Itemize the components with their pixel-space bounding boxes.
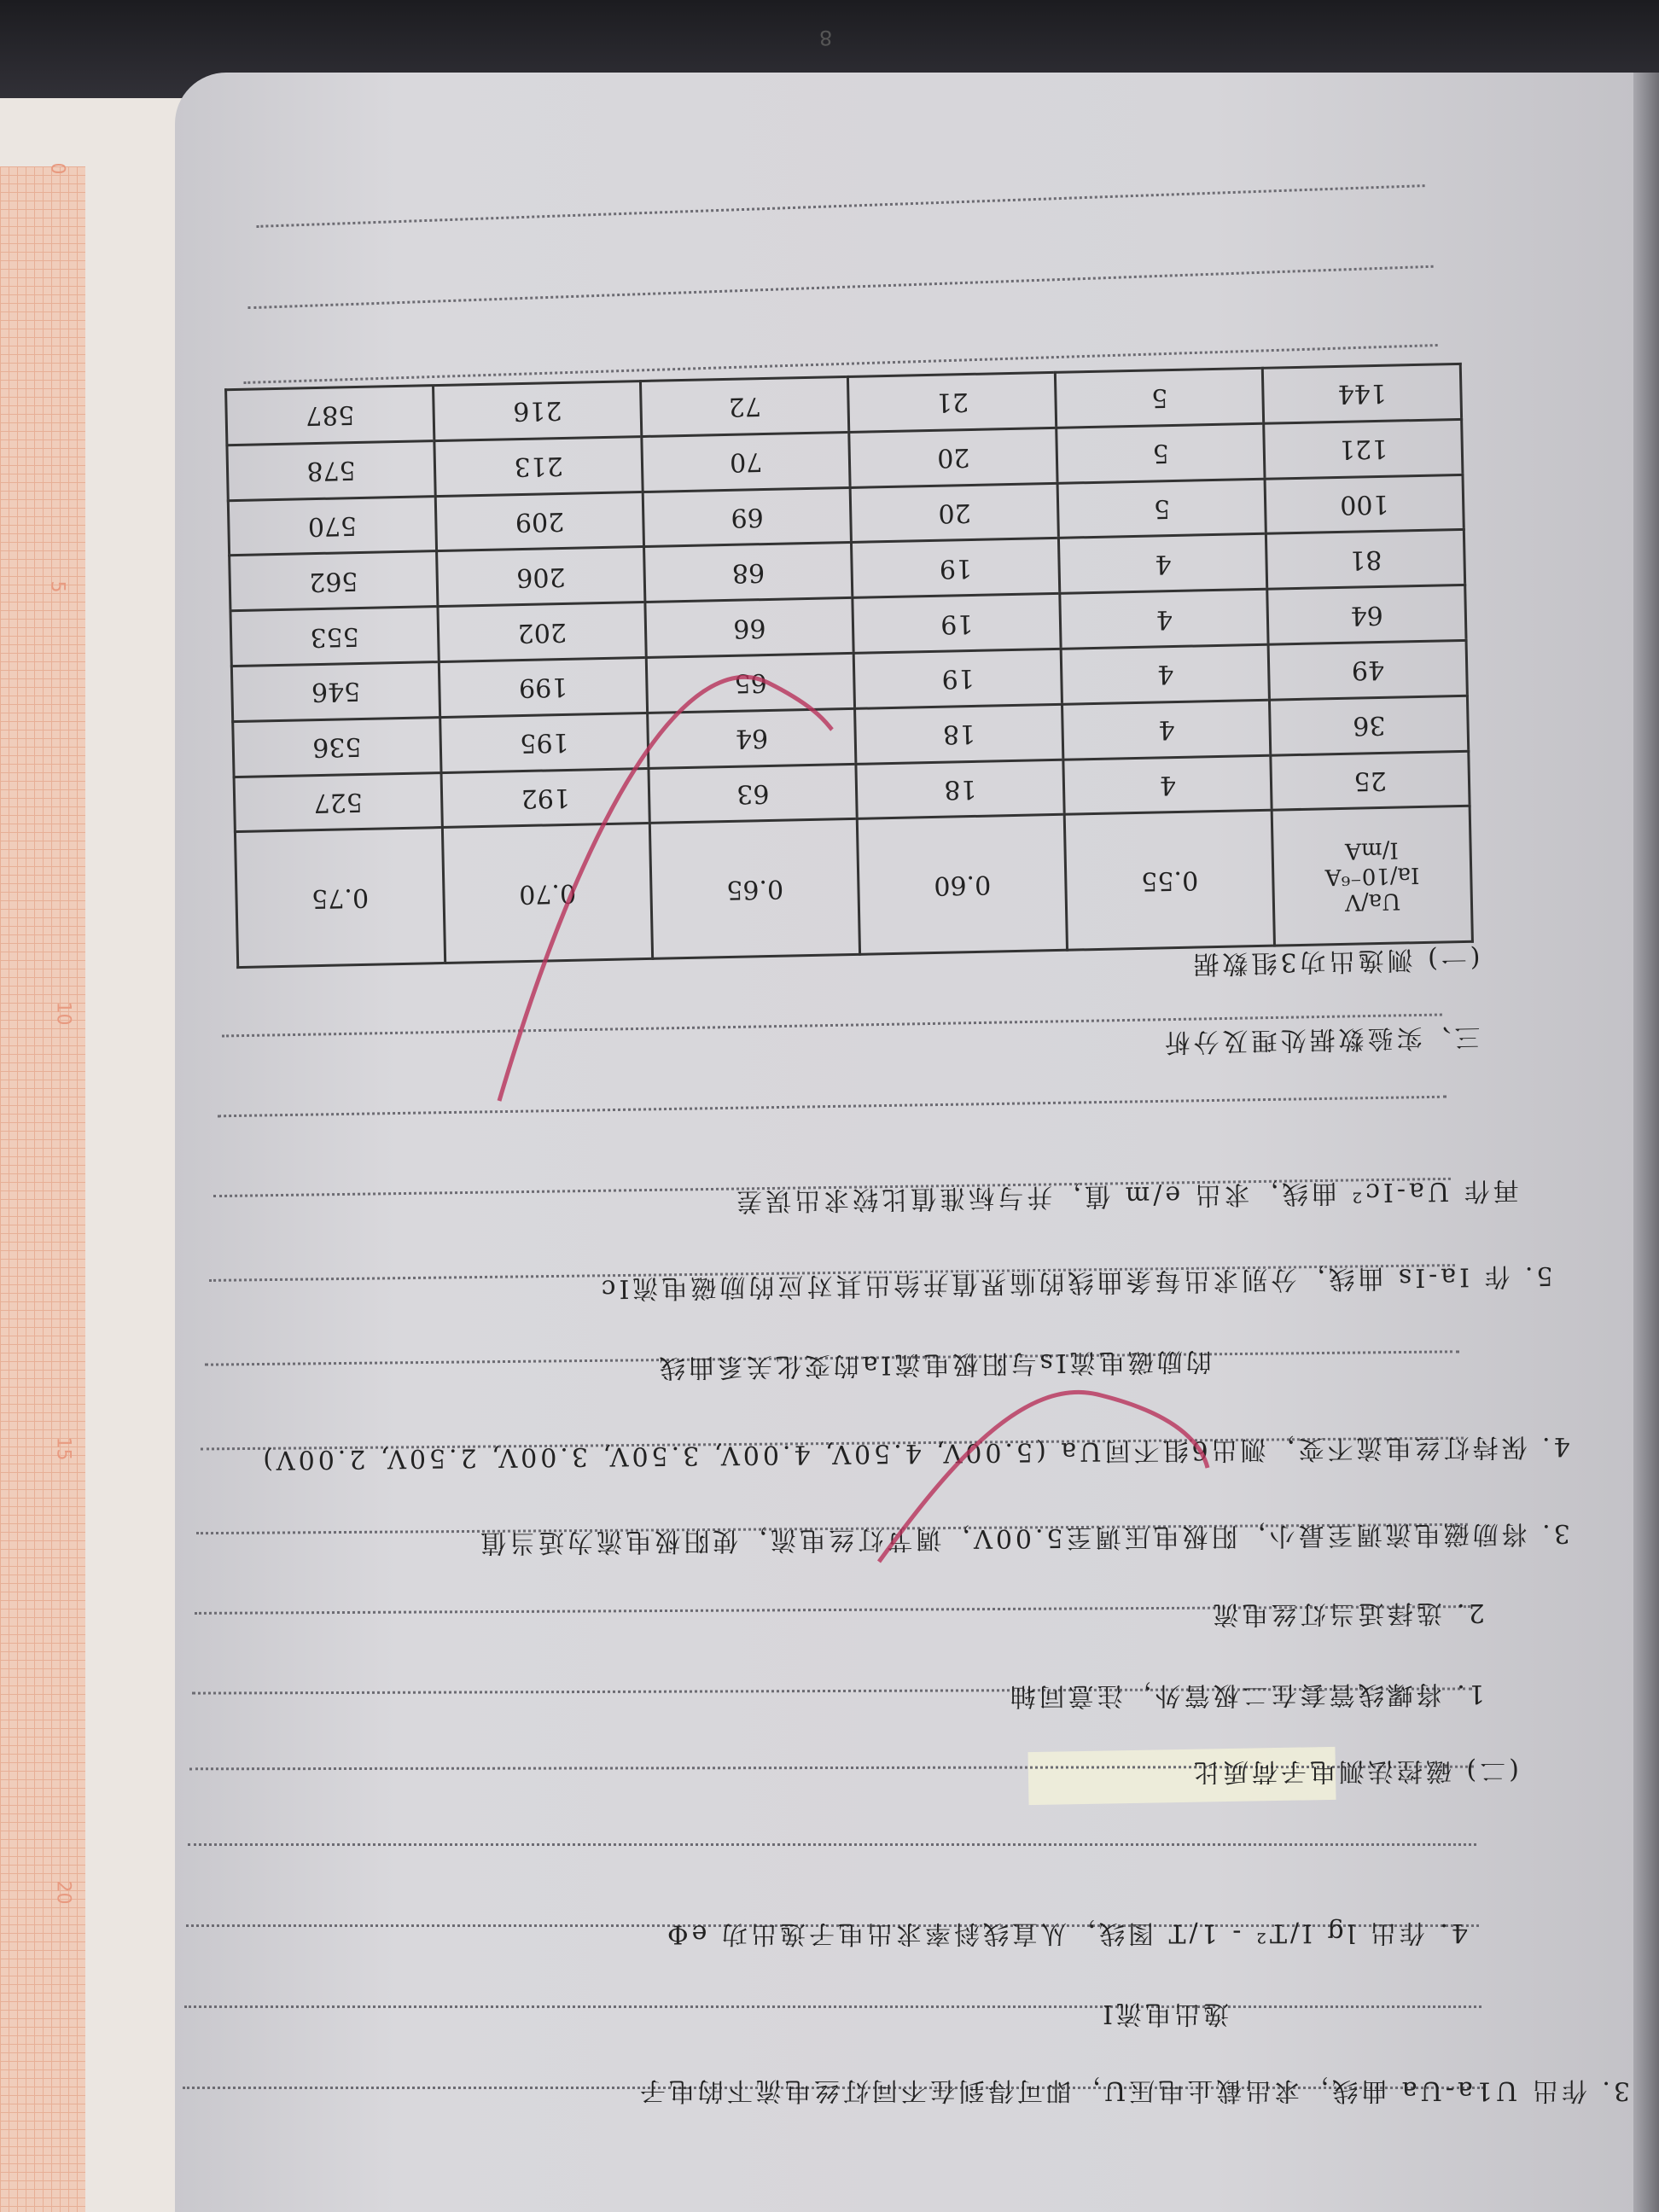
handwritten-line: 的励磁电流Is与阳极电流Ia的变化关系曲线: [655, 1346, 1212, 1382]
ruler-label: 0: [46, 162, 68, 175]
table-cell: 195: [440, 713, 649, 772]
handwritten-line: 2. 选择适当灯丝电流: [1209, 1598, 1485, 1630]
handwritten-line: 3. 将励磁电流调至最小，阳极电压调至5.00V，调节灯丝电流，使阳极电流为适当值: [477, 1518, 1570, 1558]
table-cell: 65: [646, 653, 854, 713]
table-cell: 4: [1060, 589, 1268, 649]
table-header-cell: 0.60: [858, 815, 1068, 955]
table-cell: 192: [441, 768, 649, 828]
table-cell: 69: [643, 487, 851, 547]
handwritten-line: 再作 Ua-Ic² 曲线，求出 e/m 值，并与标准值比较求出误差: [733, 1175, 1519, 1216]
table-cell: 72: [641, 376, 849, 436]
table-cell: 4: [1062, 700, 1271, 760]
row-label-cell: 64: [1267, 585, 1466, 645]
handwritten-line: 1. 将螺线管套在二极管外，注意同轴: [1006, 1679, 1485, 1711]
header-diag-label: Ia/10⁻⁶A: [1324, 862, 1420, 890]
row-label-cell: 49: [1269, 640, 1468, 700]
table-cell: 20: [849, 428, 1057, 487]
table-cell: 66: [645, 598, 853, 658]
header-col-label: Ua/V: [1344, 888, 1401, 916]
table-cell: 546: [231, 662, 439, 722]
table-cell: 527: [234, 772, 442, 832]
table-cell: 21: [848, 372, 1057, 432]
page-number: 8: [819, 26, 833, 49]
row-label-cell: 100: [1266, 474, 1464, 534]
table-cell: 536: [233, 717, 441, 777]
table-cell: 562: [230, 551, 438, 611]
table-cell: 570: [228, 496, 436, 556]
table-cell: 18: [856, 760, 1064, 819]
table-cell: 68: [644, 543, 853, 602]
table-cell: 199: [439, 658, 647, 718]
table-cell: 4: [1063, 755, 1272, 815]
ruler-label: 15: [52, 1436, 74, 1461]
table-cell: 18: [855, 704, 1063, 764]
table-cell: 213: [434, 436, 643, 496]
red-check-stroke: [499, 677, 832, 1101]
table-header-cell: 0.75: [235, 828, 445, 968]
row-label-cell: 25: [1271, 751, 1470, 811]
table-cell: 202: [438, 602, 646, 662]
handwritten-line: (二) 磁控法测电子荷质比: [1190, 1755, 1519, 1787]
table-cell: 5: [1056, 368, 1264, 428]
table-cell: 20: [850, 483, 1058, 543]
ruler-label: 5: [46, 580, 68, 593]
row-label-cell: 81: [1266, 530, 1465, 590]
handwritten-line: 三、实验数据处理及分析: [1161, 1022, 1481, 1057]
table-cell: 19: [852, 538, 1060, 598]
handwritten-line: 逸出电流I: [1099, 1999, 1229, 2029]
row-label-cell: 121: [1264, 419, 1463, 479]
table-header-cell: 0.70: [442, 824, 652, 963]
table-cell: 553: [230, 607, 439, 667]
handwritten-line: (一) 测逸出功3组数据: [1190, 943, 1481, 980]
table-cell: 578: [227, 440, 435, 500]
table-cell: 19: [853, 649, 1062, 708]
row-label-cell: 144: [1263, 364, 1462, 423]
handwritten-line: 5. 作 Ia-Is 曲线，分别求出每条曲线的临界值并给出其对应的励磁电流Ic: [597, 1260, 1553, 1304]
table-cell: 5: [1057, 479, 1266, 538]
ruler-label: 10: [52, 1001, 74, 1026]
ruler-label: 20: [52, 1880, 74, 1905]
table-cell: 587: [226, 386, 434, 445]
handwritten-line: 4. 保持灯丝电流不变，测出6组不同Ua (5.00V, 4.50V, 4.00V, 3.50V, 3.00V, 2.50V, 2.00V): [259, 1431, 1570, 1476]
row-label-cell: 36: [1270, 696, 1469, 755]
table-header-cell: 0.65: [650, 819, 860, 959]
table-cell: 4: [1059, 534, 1267, 594]
table-cell: 4: [1062, 644, 1270, 704]
handwritten-line: 4. 作出 lg I/T² - 1/T 图线，从直线斜率求出电子逸出功 eΦ: [664, 1918, 1468, 1949]
table-cell: 5: [1057, 423, 1265, 483]
table-cell: 206: [437, 547, 645, 607]
table-cell: 216: [434, 381, 642, 441]
table-cell: 64: [648, 708, 856, 768]
header-row-label: I/mA: [1344, 836, 1399, 864]
handwritten-line: 3. 作出 U1a-Ua 曲线，求出截止电压U，即可得到在不同灯丝电流下的电子: [636, 2075, 1630, 2105]
table-header-cell: 0.55: [1065, 811, 1275, 951]
table-cell: 209: [435, 492, 643, 551]
table-cell: 70: [642, 432, 850, 492]
red-check-stroke: [879, 1392, 1208, 1562]
table-cell: 19: [853, 594, 1061, 654]
table-cell: 63: [649, 764, 857, 824]
